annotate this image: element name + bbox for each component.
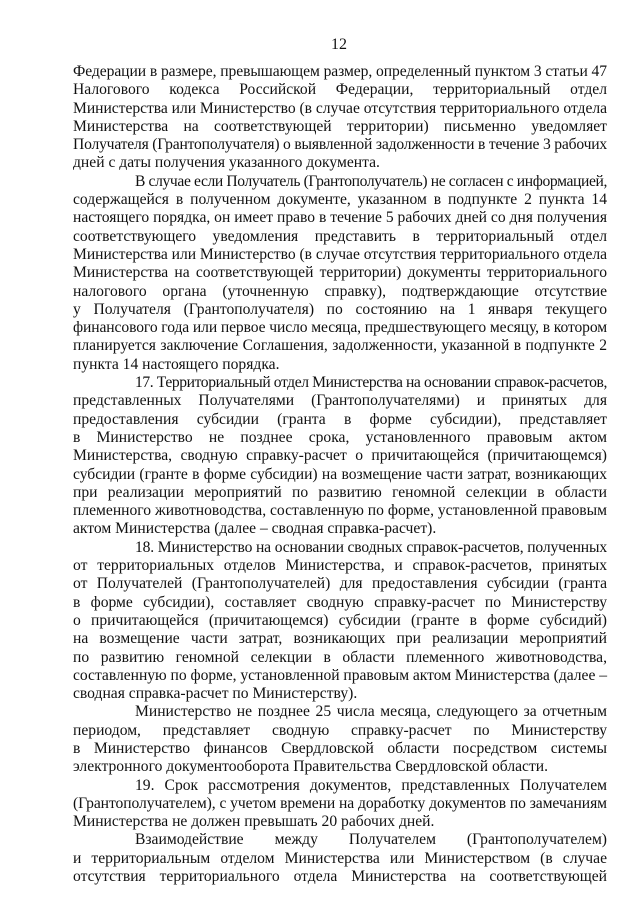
text-line: актом Министерства (далее – сводная справка-расчет).: [73, 520, 437, 538]
text-line: дней с даты получения указанного документа.: [73, 154, 380, 172]
text-line: настоящего порядка, он имеет право в течение 5 рабочих дней со дня получения: [73, 209, 607, 227]
text-line: от Получателей (Грантополучателей) для предоставления субсидии (гранта: [73, 575, 607, 593]
text-line: Федерации в размере, превышающем размер, определенный пунктом 3 статьи 47: [73, 63, 607, 80]
paragraph: [73, 173, 607, 374]
text-line: о причитающейся (причитающемся) субсидии (гранте в форме субсидий): [73, 611, 607, 629]
text-line: Министерства или Министерство (в случае отсутствия территориального отдела: [73, 245, 607, 263]
text-line: при реализации мероприятий по развитию геномной селекции в области: [73, 483, 607, 501]
text-line: отсутствия территориального отдела Министерства на соответствующей: [73, 868, 607, 886]
paragraph: [73, 703, 607, 776]
text-line: пункта 14 настоящего порядка.: [73, 355, 280, 373]
text-line: составленную по форме, установленной правовым актом Министерства (далее –: [73, 666, 607, 684]
text-line: по развитию геномной селекции в области племенного животноводства,: [73, 648, 607, 666]
text-line: Министерство не позднее 25 числа месяца, следующего за отчетным: [135, 703, 607, 721]
paragraph: [73, 777, 607, 832]
text-line: Министерства или Министерство (в случае отсутствия территориального отдела: [73, 99, 607, 117]
text-line: и территориальным отделом Министерства или Министерством (в случае: [73, 849, 607, 867]
text-line: соответствующего уведомления представить в территориальный отдел: [73, 227, 607, 245]
text-line: 19. Срок рассмотрения документов, представленных Получателем: [135, 776, 607, 794]
text-line: Взаимодействие между Получателем (Грантополучателем): [135, 831, 607, 849]
text-line: от территориальных отделов Министерства, и справок-расчетов, принятых: [73, 557, 607, 575]
text-line: Получателя (Грантополучателя) о выявленной задолженности в течение 3 рабочих: [73, 136, 607, 154]
text-line: Министерства, сводную справку-расчет о причитающейся (причитающемся): [73, 447, 607, 465]
text-line: Министерства не должен превышать 20 рабочих дней.: [73, 813, 435, 831]
text-line: Министерства на соответствующей территории) документы территориального: [73, 264, 607, 282]
text-line: содержащейся в полученном документе, указанном в подпункте 2 пункта 14: [73, 191, 607, 209]
text-line: финансового года или первое число месяца, предшествующего месяцу, в котором: [73, 319, 607, 337]
paragraph: [73, 831, 607, 886]
text-line: представленных Получателями (Грантополучателями) и принятых для: [73, 392, 607, 410]
text-line: предоставления субсидии (гранта в форме субсидии), представляет: [73, 410, 607, 428]
text-line: (Грантополучателем), с учетом времени на доработку документов по замечаниям: [73, 794, 607, 812]
paragraph: [73, 539, 607, 704]
paragraph: [73, 63, 607, 173]
text-line: периодом, представляет сводную справку-расчет по Министерству: [73, 721, 607, 739]
text-line: племенного животноводства, составленную по форме, установленной правовым: [73, 502, 607, 520]
text-line: планируется заключение Соглашения, задолженности, указанной в подпункте 2: [73, 337, 607, 355]
text-line: сводная справка-расчет по Министерству).: [73, 685, 358, 703]
text-line: 17. Территориальный отдел Министерства на основании справок-расчетов,: [135, 374, 607, 392]
text-line: электронного документооборота Правительства Свердловской области.: [73, 758, 548, 776]
text-line: налогового органа (уточненную справку), подтверждающие отсутствие: [73, 282, 607, 300]
text-line: в Министерство финансов Свердловской области посредством системы: [73, 739, 607, 757]
text-line: в Министерство не позднее срока, установленного правовым актом: [73, 428, 607, 446]
text-line: Налогового кодекса Российской Федерации, территориальный отдел: [73, 81, 607, 99]
text-line: в форме субсидии), составляет сводную справку-расчет по Министерству: [73, 593, 607, 611]
text-line: Министерства на соответствующей территории) письменно уведомляет: [73, 117, 607, 135]
text-line: субсидии (гранте в форме субсидии) на возмещение части затрат, возникающих: [73, 465, 607, 483]
paragraph: [73, 374, 607, 539]
document-body: [73, 63, 607, 886]
text-line: В случае если Получатель (Грантополучатель) не согласен с информацией,: [135, 172, 607, 190]
text-line: 18. Министерство на основании сводных справок-расчетов, полученных: [135, 538, 607, 556]
page-number: 12: [331, 36, 347, 53]
text-line: на возмещение части затрат, возникающих при реализации мероприятий: [73, 630, 607, 648]
text-line: у Получателя (Грантополучателя) по состоянию на 1 января текущего: [73, 300, 607, 318]
